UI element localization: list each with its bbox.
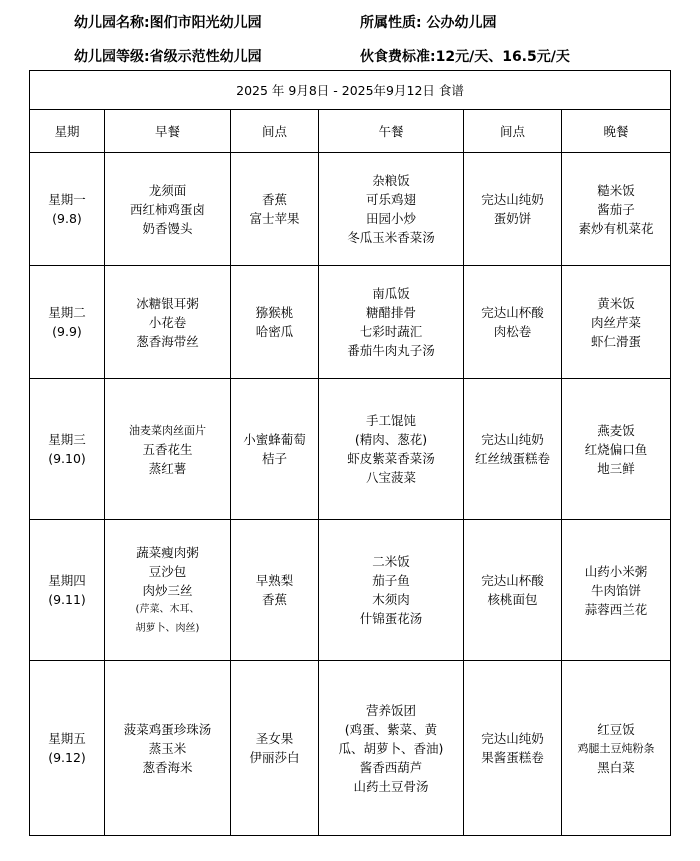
snack-1-cell <box>231 153 319 266</box>
snack-2-cell <box>464 379 562 520</box>
menu-item: 油麦菜肉丝面片 <box>129 423 206 437</box>
menu-item: 完达山纯奶 <box>481 731 544 746</box>
dinner-cell <box>562 379 671 520</box>
column-header-breakfast: 早餐 <box>105 110 231 153</box>
column-header-dinner: 晚餐 <box>562 110 671 153</box>
kindergarten-name <box>74 12 262 32</box>
dinner-cell <box>562 520 671 661</box>
menu-item: 冬瓜玉米香菜汤 <box>347 230 435 245</box>
menu-item: 肉炒三丝 <box>142 582 193 598</box>
day-cell <box>30 266 105 379</box>
menu-item: 田园小炒 <box>365 211 416 226</box>
menu-item: 燕麦饭 <box>597 422 635 438</box>
lunch-cell <box>319 379 464 520</box>
day-name: 星期一 <box>48 192 86 207</box>
menu-item: (鸡蛋、紫菜、黄 <box>344 721 438 737</box>
snack-2-cell <box>464 520 562 661</box>
snack-1-cell <box>231 379 319 520</box>
day-cell <box>30 661 105 836</box>
menu-item: 山药小米粥 <box>584 563 648 579</box>
menu-item: 小蜜蜂葡萄 <box>243 432 306 447</box>
menu-item: 瓜、胡萝卜、香油) <box>338 740 444 756</box>
menu-item: 营养饭团 <box>365 702 416 718</box>
menu-item: 富士苹果 <box>249 211 300 226</box>
column-header-row <box>30 110 671 153</box>
menu-item: 香蕉 <box>261 592 287 607</box>
menu-item: (精肉、葱花) <box>354 432 428 447</box>
snack-1-cell <box>231 661 319 836</box>
ownership-type-label: 所属性质: <box>360 15 422 31</box>
dinner-cell <box>562 661 671 836</box>
meal-fee-label: 伙食费标准: <box>360 49 436 65</box>
kindergarten-name-value: 图们市阳光幼儿园 <box>149 15 262 31</box>
day-date: (9.10) <box>48 451 86 466</box>
menu-item: 素炒有机菜花 <box>578 220 654 236</box>
menu-item: 茄子鱼 <box>372 573 410 588</box>
column-header-weekday: 星期 <box>30 110 105 153</box>
menu-item: 桔子 <box>261 451 287 466</box>
menu-item: 蔬菜瘦肉粥 <box>136 544 199 560</box>
menu-item: 黑白菜 <box>597 759 635 775</box>
menu-item: 蛋奶饼 <box>493 211 532 226</box>
snack-1-cell <box>231 266 319 379</box>
menu-item: 七彩时蔬汇 <box>359 324 423 339</box>
menu-item: 地三鲜 <box>597 460 635 476</box>
breakfast-cell <box>105 153 231 266</box>
menu-item-note: (芹菜、木耳、 <box>135 603 200 615</box>
day-name: 星期三 <box>48 432 86 447</box>
dinner-cell <box>562 266 671 379</box>
menu-item: 葱香海带丝 <box>136 333 199 349</box>
menu-item: 完达山杯酸 <box>481 305 544 320</box>
menu-item: 二米饭 <box>372 554 410 569</box>
day-date: (9.11) <box>48 592 86 607</box>
snack-2-cell <box>464 661 562 836</box>
breakfast-cell <box>105 266 231 379</box>
menu-item: 酱茄子 <box>597 201 635 217</box>
lunch-cell <box>319 520 464 661</box>
menu-item: 木须肉 <box>372 592 410 607</box>
breakfast-cell <box>105 379 231 520</box>
menu-item: 糙米饭 <box>597 182 635 198</box>
menu-item-note: 胡萝卜、肉丝) <box>135 622 200 634</box>
day-cell <box>30 379 105 520</box>
menu-item: 蒸玉米 <box>148 740 187 756</box>
weekly-menu-table <box>29 70 671 836</box>
meal-fee-value: 12元/天、16.5元/天 <box>435 49 570 65</box>
menu-item: 冰糖银耳粥 <box>136 295 199 311</box>
menu-item: 完达山杯酸 <box>481 573 544 588</box>
kindergarten-name-label: 幼儿园名称: <box>74 15 150 31</box>
menu-item: 红烧偏口鱼 <box>584 441 648 457</box>
menu-item: 红丝绒蛋糕卷 <box>474 451 550 466</box>
menu-item: 手工馄饨 <box>365 413 416 428</box>
day-date: (9.8) <box>52 211 82 226</box>
breakfast-cell <box>105 661 231 836</box>
table-row <box>30 153 671 266</box>
snack-2-cell <box>464 266 562 379</box>
day-date: (9.12) <box>48 750 86 765</box>
column-header-lunch: 午餐 <box>319 110 464 153</box>
snack-2-cell <box>464 153 562 266</box>
menu-item: 菠菜鸡蛋珍珠汤 <box>123 721 212 737</box>
day-name: 星期四 <box>48 573 86 588</box>
menu-item: 圣女果 <box>255 731 294 746</box>
menu-item: 蒸红薯 <box>148 460 187 476</box>
menu-item: 完达山纯奶 <box>481 432 544 447</box>
table-row <box>30 661 671 836</box>
ownership-type <box>360 12 496 32</box>
kindergarten-level <box>74 46 262 66</box>
menu-item: 哈密瓜 <box>255 324 294 339</box>
menu-item: 虾皮紫菜香菜汤 <box>347 451 435 466</box>
menu-item: 山药土豆骨汤 <box>353 778 429 794</box>
column-header-snack-2: 间点 <box>464 110 562 153</box>
menu-item: 八宝菠菜 <box>365 470 416 485</box>
menu-item: 伊丽莎白 <box>249 750 300 765</box>
menu-item: 鸡腿土豆炖粉条 <box>577 741 655 755</box>
table-row <box>30 266 671 379</box>
table-row <box>30 379 671 520</box>
column-header-snack-1: 间点 <box>231 110 319 153</box>
menu-title: 2025 年 9月8日 - 2025年9月12日 食谱 <box>30 71 671 110</box>
kindergarten-level-label: 幼儿园等级: <box>74 49 150 65</box>
day-date: (9.9) <box>52 324 82 339</box>
lunch-cell <box>319 661 464 836</box>
lunch-cell <box>319 153 464 266</box>
menu-item: 香蕉 <box>261 192 287 207</box>
menu-item: 肉松卷 <box>493 324 532 339</box>
menu-item: 可乐鸡翅 <box>365 192 416 207</box>
menu-item: 葱香海米 <box>142 759 193 775</box>
menu-item: 红豆饭 <box>597 721 635 737</box>
ownership-type-value: 公办幼儿园 <box>426 15 497 31</box>
menu-item: 猕猴桃 <box>255 305 294 320</box>
menu-item: 豆沙包 <box>148 563 187 579</box>
menu-item: 糖醋排骨 <box>365 305 416 320</box>
day-name: 星期五 <box>48 731 86 746</box>
menu-item: 虾仁滑蛋 <box>591 333 642 349</box>
menu-item: 果酱蛋糕卷 <box>481 750 544 765</box>
lunch-cell <box>319 266 464 379</box>
menu-item: 什锦蛋花汤 <box>359 611 423 626</box>
menu-item: 南瓜饭 <box>372 286 410 301</box>
menu-item: 蒜蓉西兰花 <box>584 601 648 617</box>
menu-item: 龙须面 <box>148 182 187 198</box>
breakfast-cell <box>105 520 231 661</box>
dinner-cell <box>562 153 671 266</box>
day-cell <box>30 520 105 661</box>
meal-fee-standard <box>360 46 570 66</box>
kindergarten-level-value: 省级示范性幼儿园 <box>149 49 262 65</box>
menu-item: 五香花生 <box>142 441 193 457</box>
day-cell <box>30 153 105 266</box>
table-row <box>30 520 671 661</box>
snack-1-cell <box>231 520 319 661</box>
menu-item: 杂粮饭 <box>372 173 410 188</box>
menu-item: 牛肉馅饼 <box>591 582 642 598</box>
menu-item: 黄米饭 <box>597 295 635 311</box>
menu-item: 完达山纯奶 <box>481 192 544 207</box>
menu-item: 西红柿鸡蛋卤 <box>129 201 205 217</box>
menu-item: 奶香馒头 <box>142 220 193 236</box>
menu-item: 早熟梨 <box>255 573 294 588</box>
menu-item: 酱香西葫芦 <box>359 759 423 775</box>
menu-item: 核桃面包 <box>487 592 538 607</box>
menu-item: 番茄牛肉丸子汤 <box>347 343 435 358</box>
day-name: 星期二 <box>48 305 86 320</box>
menu-item: 肉丝芹菜 <box>591 314 642 330</box>
menu-item: 小花卷 <box>148 314 187 330</box>
